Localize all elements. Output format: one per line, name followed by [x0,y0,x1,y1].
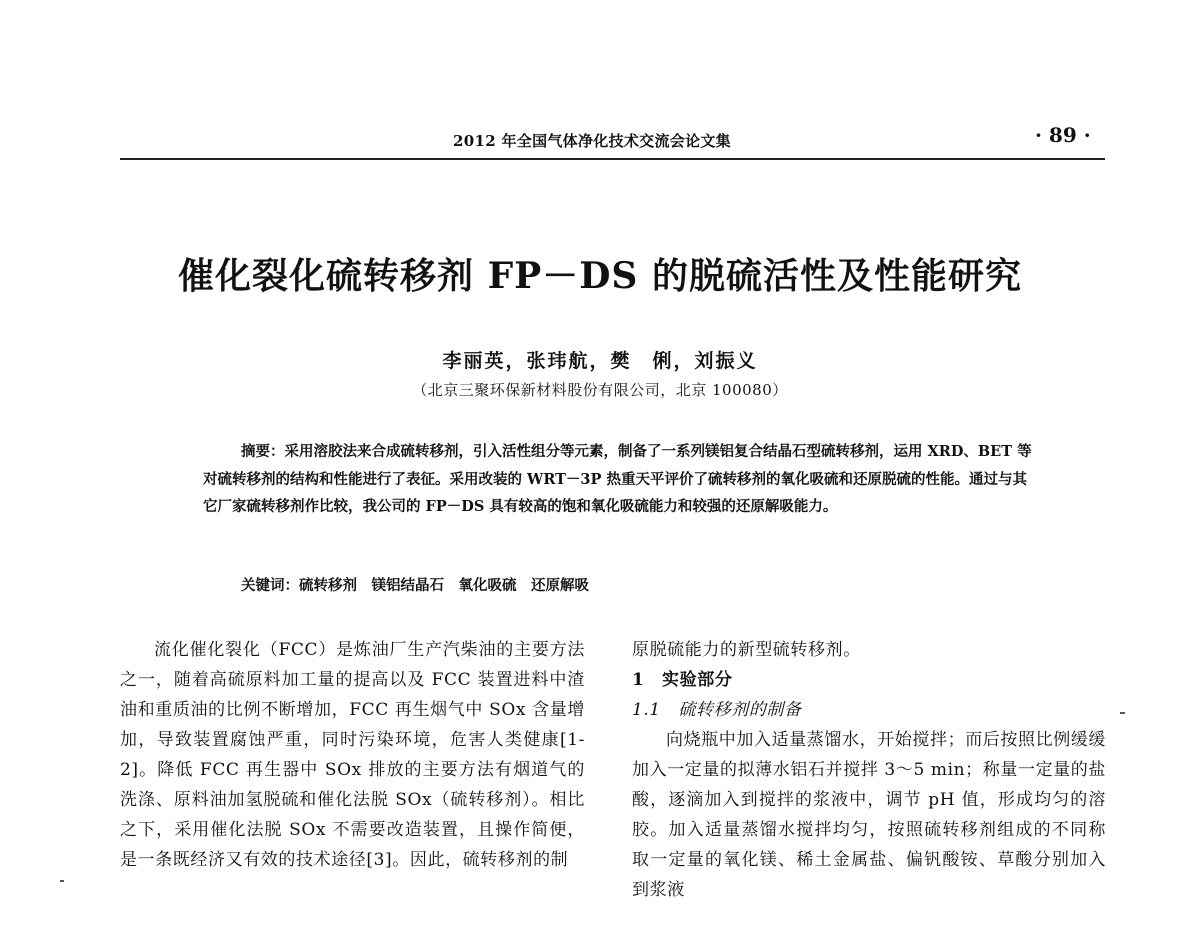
subsection-heading: 1.1 硫转移剂的制备 [632,700,802,720]
affiliation: （北京三聚环保新材料股份有限公司，北京 100080） [412,381,788,399]
keywords-label: 关键词： [241,577,299,594]
scan-speck [1120,712,1125,714]
left-column [120,635,585,875]
method-paragraph: 向烧瓶中加入适量蒸馏水，开始搅拌；而后按照比例缓缓加入一定量的拟薄水铝石并搅拌 3～5 min；称量一定量的盐酸，逐滴加入到搅拌的浆液中，调节 pH 值，形成均匀的溶胶。加入适量蒸馏水搅拌均匀，按照硫转移剂组成的不同称取一定量的氧化镁、稀土金属盐、偏钒酸铵、草酸分别加入到浆液 [632,730,1106,900]
intro-continuation: 原脱硫能力的新型硫转移剂。 [632,640,861,660]
scan-speck [60,880,64,882]
keywords-text: 硫转移剂 镁铝结晶石 氧化吸硫 还原解吸 [299,577,589,594]
author-list: 李丽英，张玮航，樊 俐，刘振义 [442,350,758,372]
intro-paragraph: 流化催化裂化（FCC）是炼油厂生产汽柴油的主要方法之一，随着高硫原料加工量的提高以及 FCC 装置进料中渣油和重质油的比例不断增加，FCC 再生烟气中 SOx 含量增加，导致装置腐蚀严重，同时污染环境，危害人类健康[1-2]。降低 FCC 再生器中 SOx 排放的主要方法有烟道气的洗涤、原料油加氢脱硫和催化法脱 SOx（硫转移剂）。相比之下，采用催化法脱 SOx 不需要改造装置，且操作简便，是一条既经济又有效的技术途径[3]。因此，硫转移剂的制 [120,640,585,870]
section-heading: 1 实验部分 [632,670,733,690]
header-rule [120,158,1105,160]
page-number: · 89 · [1035,123,1091,147]
keywords [241,574,589,595]
right-column [632,635,1106,905]
running-header: 2012 年全国气体净化技术交流会论文集 [453,132,731,150]
abstract-label: 摘要： [241,443,285,460]
paper-title: 催化裂化硫转移剂 FP－DS 的脱硫活性及性能研究 [178,255,1022,297]
abstract-text: 采用溶胶法来合成硫转移剂，引入活性组分等元素，制备了一系列镁铝复合结晶石型硫转移剂，运用 XRD、BET 等对硫转移剂的结构和性能进行了表征。采用改装的 WRT－3P 热重天平评价了硫转移剂的氧化吸硫和还原脱硫的性能。通过与其它厂家硫转移剂作比较，我公司的 FP－DS 具有较高的饱和氧化吸硫能力和较强的还原解吸能力。 [203,443,1032,516]
abstract [203,438,1033,521]
